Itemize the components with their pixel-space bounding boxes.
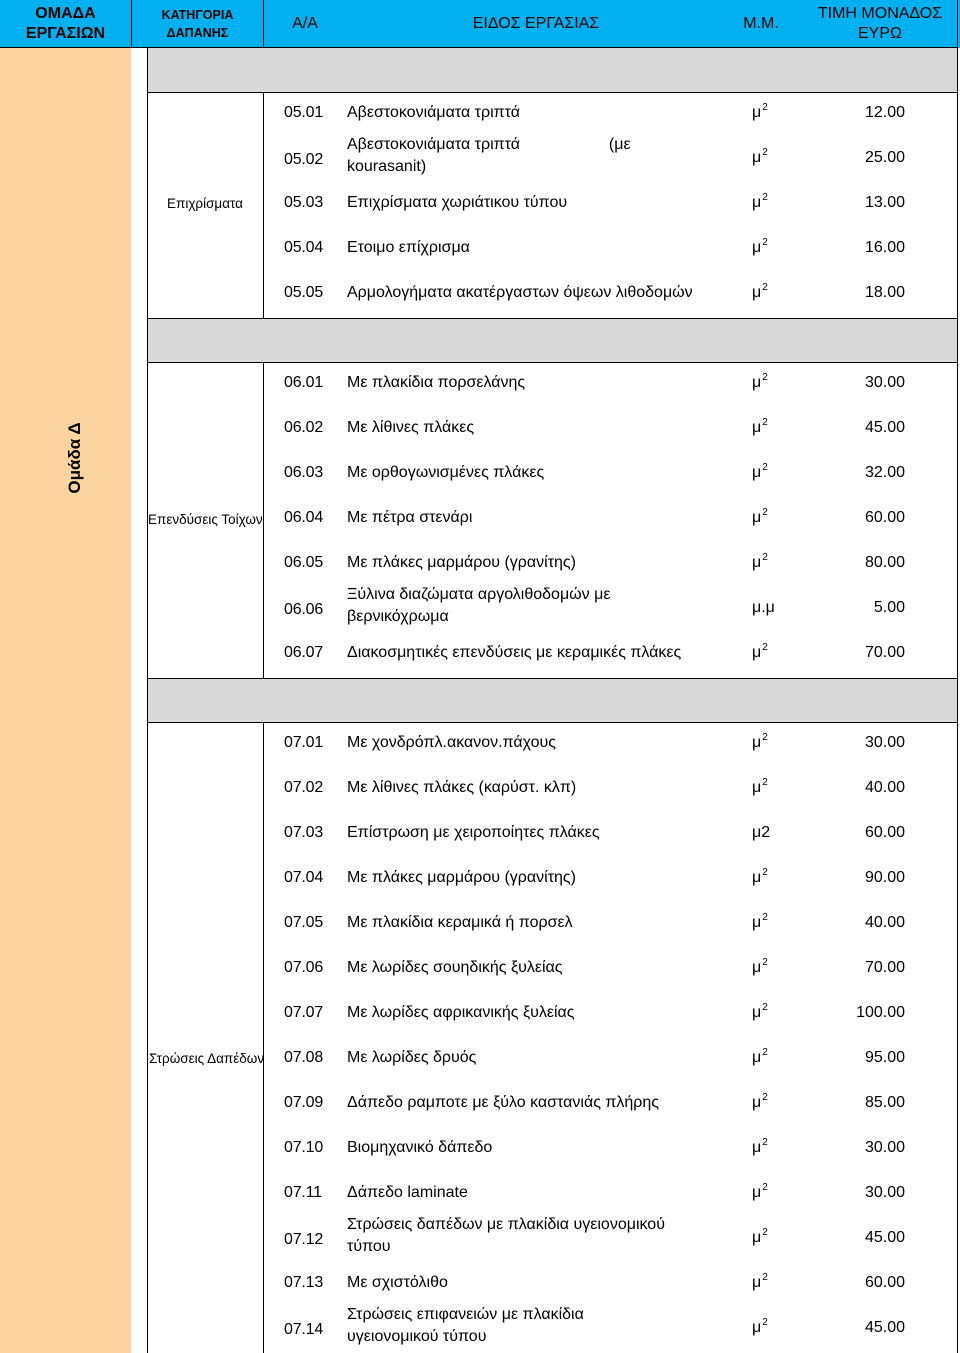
table-row	[264, 1127, 957, 1171]
item-unit	[752, 194, 768, 212]
table-row	[264, 92, 957, 136]
item-description: Με σχιστόλιθο	[347, 1274, 448, 1291]
table-row	[264, 542, 957, 586]
item-unit	[752, 1004, 768, 1022]
item-unit	[752, 1094, 768, 1112]
divider	[0, 47, 958, 48]
item-price: 45.00	[864, 1319, 905, 1336]
item-unit	[752, 869, 768, 887]
unit-text: μ	[752, 1274, 762, 1291]
table-row	[264, 452, 957, 496]
unit-exponent: 2	[762, 777, 768, 788]
divider	[131, 0, 132, 48]
unit-text: μ	[752, 419, 762, 436]
table-row	[264, 1082, 957, 1126]
table-row	[264, 587, 957, 631]
category-floorings: Στρώσεις Δαπέδων	[149, 1051, 265, 1066]
item-code: 05.04	[284, 239, 324, 256]
item-code: 07.09	[284, 1094, 324, 1111]
header-number: Α/Α	[292, 15, 318, 32]
item-price: 16.00	[864, 239, 905, 256]
item-price: 100.00	[856, 1004, 905, 1021]
item-description: Με πλάκες μαρμάρου (γρανίτης)	[347, 869, 576, 886]
item-price: 32.00	[864, 464, 905, 481]
item-description: Αρμολογήματα ακατέργαστων όψεων λιθοδομών	[347, 284, 693, 301]
unit-exponent: 2	[762, 1137, 768, 1148]
unit-exponent: 2	[762, 417, 768, 428]
unit-exponent: 2	[762, 462, 768, 473]
item-unit	[752, 779, 768, 797]
unit-text: μ	[752, 374, 762, 391]
item-code: 07.08	[284, 1049, 324, 1066]
table-row	[264, 362, 957, 406]
unit-exponent: 2	[762, 372, 768, 383]
header-category: ΚΑΤΗΓΟΡΙΑ ΔΑΠΑΝΗΣ	[161, 8, 234, 40]
item-price: 13.00	[864, 194, 905, 211]
unit-text: μ2	[752, 824, 771, 841]
item-description: Στρώσεις δαπέδων με πλακίδια υγειονομικού τύπου	[347, 1216, 665, 1255]
item-description: Ετοιμο επίχρισμα	[347, 239, 470, 256]
unit-exponent: 2	[762, 732, 768, 743]
unit-text: μ	[752, 959, 762, 976]
item-unit	[752, 1229, 768, 1247]
item-description: Με λίθινες πλάκες (καρύστ. κλπ)	[347, 779, 577, 796]
item-price: 45.00	[864, 419, 905, 436]
unit-exponent: 2	[762, 957, 768, 968]
item-description: Με λωρίδες δρυός	[347, 1049, 477, 1066]
unit-exponent: 2	[762, 552, 768, 563]
unit-exponent: 2	[762, 282, 768, 293]
item-description: Με ορθογωνισμένες πλάκες	[347, 464, 545, 481]
item-description: Διακοσμητικές επενδύσεις με κεραμικές πλάκες	[347, 644, 682, 661]
table-row	[264, 632, 957, 676]
item-unit	[752, 464, 768, 482]
unit-text: μ.μ	[752, 599, 775, 616]
item-price: 60.00	[864, 509, 905, 526]
section-band	[147, 318, 957, 362]
unit-exponent: 2	[762, 237, 768, 248]
unit-exponent: 2	[762, 912, 768, 923]
divider	[957, 0, 958, 1353]
table-row	[264, 767, 957, 811]
item-price: 18.00	[864, 284, 905, 301]
item-code: 05.05	[284, 284, 324, 301]
table-row	[264, 1037, 957, 1081]
item-price: 90.00	[864, 869, 905, 886]
unit-exponent: 2	[762, 1317, 768, 1328]
item-description: Με χονδρόπλ.ακανον.πάχους	[347, 734, 556, 751]
item-unit	[752, 374, 768, 392]
item-code: 07.13	[284, 1274, 324, 1291]
item-unit	[752, 824, 770, 842]
item-price: 40.00	[864, 779, 905, 796]
item-price: 60.00	[864, 824, 905, 841]
unit-text: μ	[752, 644, 762, 661]
unit-exponent: 2	[762, 1002, 768, 1013]
item-code: 06.05	[284, 554, 324, 571]
item-description: Αβεστοκονιάματα τριπτά	[347, 104, 520, 121]
group-label: Ομάδα Δ	[65, 422, 84, 494]
unit-text: μ	[752, 1184, 762, 1201]
unit-exponent: 2	[762, 642, 768, 653]
item-unit	[752, 599, 775, 617]
category-plasters: Επιχρίσματα	[167, 196, 243, 211]
item-description: Δάπεδο laminate	[347, 1184, 468, 1201]
unit-exponent: 2	[762, 192, 768, 203]
item-unit	[752, 554, 768, 572]
table-row	[264, 1307, 957, 1351]
item-description: Με πλακίδια κεραμικά ή πορσελ	[347, 914, 573, 931]
unit-text: μ	[752, 104, 762, 121]
unit-text: μ	[752, 869, 762, 886]
item-code: 07.03	[284, 824, 324, 841]
item-code: 07.05	[284, 914, 324, 931]
item-description: Επιχρίσματα χωριάτικου τύπου	[347, 194, 568, 211]
unit-text: μ	[752, 1049, 762, 1066]
item-unit	[752, 959, 768, 977]
table-row	[264, 1217, 957, 1261]
section-band	[147, 48, 957, 92]
unit-text: μ	[752, 1094, 762, 1111]
table-row	[264, 1172, 957, 1216]
category-wall-coverings: Επενδύσεις Τοίχων	[148, 512, 263, 527]
item-description: Με λωρίδες σουηδικής ξυλείας	[347, 959, 563, 976]
item-unit	[752, 644, 768, 662]
item-unit	[752, 104, 768, 122]
item-price: 12.00	[864, 104, 905, 121]
item-unit	[752, 734, 768, 752]
item-code: 07.02	[284, 779, 324, 796]
item-code: 07.06	[284, 959, 324, 976]
item-description: Με πλάκες μαρμάρου (γρανίτης)	[347, 554, 576, 571]
item-code: 07.11	[284, 1184, 322, 1201]
item-description: Με λίθινες πλάκες	[347, 419, 475, 436]
unit-exponent: 2	[762, 507, 768, 518]
header-group: ΟΜΑΔΑ ΕΡΓΑΣΙΩΝ	[25, 5, 106, 42]
divider	[147, 678, 958, 679]
item-code: 06.01	[284, 374, 324, 391]
section-band	[147, 678, 957, 722]
unit-exponent: 2	[762, 1182, 768, 1193]
item-description: Στρώσεις επιφανειών με πλακίδια υγειονομικού τύπου	[347, 1306, 584, 1345]
item-code: 05.02	[284, 151, 324, 168]
unit-text: μ	[752, 1004, 762, 1021]
unit-text: μ	[752, 1319, 762, 1336]
table-row	[264, 992, 957, 1036]
item-price: 70.00	[864, 644, 905, 661]
table-row	[264, 947, 957, 991]
item-unit	[752, 1049, 768, 1067]
divider	[147, 318, 958, 319]
item-code: 06.06	[284, 601, 324, 618]
unit-text: μ	[752, 509, 762, 526]
item-unit	[752, 509, 768, 527]
item-unit	[752, 149, 768, 167]
unit-exponent: 2	[762, 1047, 768, 1058]
item-description: Με πέτρα στενάρι	[347, 509, 473, 526]
item-unit	[752, 914, 768, 932]
divider	[263, 0, 264, 48]
item-unit	[752, 239, 768, 257]
item-price: 95.00	[864, 1049, 905, 1066]
unit-text: μ	[752, 464, 762, 481]
item-description: Δάπεδο ραμποτε με ξύλο καστανιάς πλήρης	[347, 1094, 660, 1111]
table-row	[264, 812, 957, 856]
item-code: 07.12	[284, 1231, 324, 1248]
unit-text: μ	[752, 284, 762, 301]
item-price: 85.00	[864, 1094, 905, 1111]
item-code: 05.01	[284, 104, 324, 121]
item-unit	[752, 1319, 768, 1337]
item-code: 07.04	[284, 869, 324, 886]
item-price: 70.00	[864, 959, 905, 976]
unit-exponent: 2	[762, 1092, 768, 1103]
item-price: 5.00	[873, 599, 905, 616]
item-price: 40.00	[864, 914, 905, 931]
item-description: Βιομηχανικό δάπεδο	[347, 1139, 493, 1156]
unit-exponent: 2	[762, 102, 768, 113]
item-unit	[752, 1139, 768, 1157]
item-unit	[752, 1274, 768, 1292]
unit-text: μ	[752, 194, 762, 211]
item-unit	[752, 419, 768, 437]
item-price: 60.00	[864, 1274, 905, 1291]
item-code: 07.07	[284, 1004, 324, 1021]
item-price: 30.00	[864, 734, 905, 751]
table-row	[264, 902, 957, 946]
unit-exponent: 2	[762, 1272, 768, 1283]
group-column	[0, 48, 131, 1353]
unit-text: μ	[752, 554, 762, 571]
item-code: 06.03	[284, 464, 324, 481]
unit-exponent: 2	[762, 147, 768, 158]
table-row	[264, 272, 957, 316]
item-price: 80.00	[864, 554, 905, 571]
divider	[147, 48, 148, 1353]
unit-text: μ	[752, 149, 762, 166]
item-code: 07.01	[284, 734, 324, 751]
unit-text: μ	[752, 1139, 762, 1156]
table-row	[264, 722, 957, 766]
item-price: 30.00	[864, 374, 905, 391]
table-row	[264, 407, 957, 451]
table-row	[264, 182, 957, 226]
unit-text: μ	[752, 914, 762, 931]
header-work-type: ΕΙΔΟΣ ΕΡΓΑΣΙΑΣ	[472, 15, 600, 32]
item-unit	[752, 1184, 768, 1202]
item-description: Με λωρίδες αφρικανικής ξυλείας	[347, 1004, 575, 1021]
unit-text: μ	[752, 239, 762, 256]
item-description: Επίστρωση με χειροποίητες πλάκες	[347, 824, 600, 841]
table-row	[264, 857, 957, 901]
item-description: Με πλακίδια πορσελάνης	[347, 374, 526, 391]
item-price: 30.00	[864, 1184, 905, 1201]
item-code: 06.04	[284, 509, 324, 526]
item-description: Αβεστοκονιάματα τριπτά (με kourasanit)	[347, 136, 636, 175]
item-code: 06.07	[284, 644, 324, 661]
unit-exponent: 2	[762, 1227, 768, 1238]
item-price: 25.00	[864, 149, 905, 166]
unit-exponent: 2	[762, 867, 768, 878]
table-row	[264, 227, 957, 271]
unit-text: μ	[752, 734, 762, 751]
item-unit	[752, 284, 768, 302]
header-unit: Μ.Μ.	[743, 15, 779, 32]
unit-text: μ	[752, 1229, 762, 1246]
item-code: 06.02	[284, 419, 324, 436]
header-price: ΤΙΜΗ ΜΟΝΑΔΟΣ ΕΥΡΩ	[817, 5, 943, 42]
item-description: Ξύλινα διαζώματα αργολιθοδομών με βερνικόχρωμα	[347, 586, 611, 625]
item-code: 05.03	[284, 194, 324, 211]
table-header	[0, 0, 960, 48]
item-price: 30.00	[864, 1139, 905, 1156]
table-row	[264, 1262, 957, 1306]
table-row	[264, 497, 957, 541]
unit-text: μ	[752, 779, 762, 796]
item-code: 07.10	[284, 1139, 324, 1156]
item-code: 07.14	[284, 1321, 324, 1338]
table-row	[264, 137, 957, 181]
item-price: 45.00	[864, 1229, 905, 1246]
